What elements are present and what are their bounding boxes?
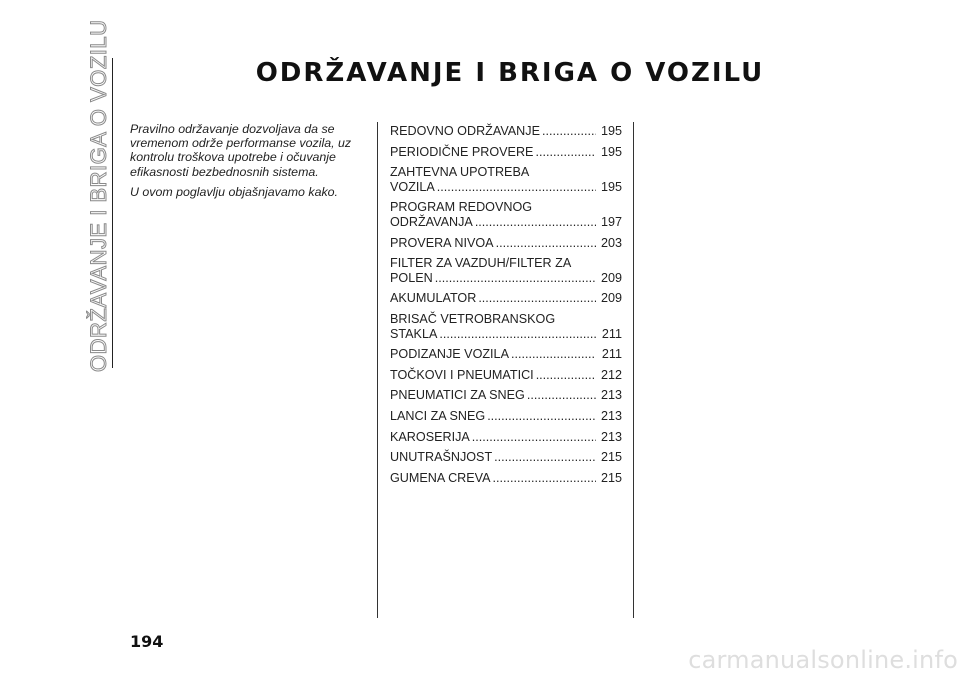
toc-dot-leader (511, 347, 596, 362)
toc-entry[interactable] (390, 347, 622, 362)
toc-entry-row (390, 271, 622, 286)
toc-entry[interactable] (390, 165, 622, 194)
toc-page-number: 215 (600, 450, 622, 465)
toc-entry-title: REDOVNO ODRŽAVANJE (390, 124, 540, 138)
toc-entry-row (390, 471, 622, 486)
side-rule (112, 58, 113, 368)
toc-entry[interactable] (390, 450, 622, 465)
toc-entry-row (390, 368, 622, 383)
toc-dot-leader (496, 236, 596, 251)
toc-entry[interactable] (390, 388, 622, 403)
toc-dot-leader (439, 327, 596, 342)
page-number: 194 (130, 632, 164, 651)
toc-entry-row (390, 450, 622, 465)
toc-page-number: 211 (601, 326, 622, 341)
toc-dot-leader (435, 271, 596, 286)
toc-page-number: 213 (600, 388, 622, 403)
toc-entry-row (390, 409, 622, 424)
toc-entry-row (390, 180, 622, 195)
column-divider-right (633, 122, 634, 618)
intro-paragraph: Pravilno održavanje dozvoljava da se vremenom održe performanse vozila, uz kontrolu troškova upotrebe i očuvanje efikasnosti bezbednosnih sistema. (130, 122, 352, 179)
toc-dot-leader (536, 368, 596, 383)
toc-entry-title: STAKLA (390, 326, 438, 341)
toc-page-number: 209 (600, 270, 622, 285)
toc-dot-leader (487, 409, 596, 424)
toc-dot-leader (478, 291, 596, 306)
toc-page-number: 215 (600, 470, 622, 485)
side-chapter-title: ODRŽAVANJE I BRIGA O VOZILU (86, 19, 111, 372)
chapter-title: ODRŽAVANJE I BRIGA O VOZILU (255, 58, 765, 88)
toc-entry-title: VOZILA (390, 179, 435, 194)
intro-text (130, 122, 365, 205)
toc-entry-row (390, 430, 622, 445)
toc-page-number: 195 (600, 144, 622, 159)
toc-entry-title: PODIZANJE VOZILA (390, 347, 509, 362)
toc-entry[interactable] (390, 200, 622, 229)
toc-entry-row (390, 124, 622, 139)
toc-page-number: 197 (600, 214, 622, 229)
toc-entry-row (390, 327, 622, 342)
toc-dot-leader (494, 450, 596, 465)
toc-page-number: 211 (601, 347, 622, 362)
toc-entry-title-line: FILTER ZA VAZDUH/FILTER ZA (390, 256, 572, 271)
toc-entry[interactable] (390, 145, 622, 160)
intro-paragraph: U ovom poglavlju objašnjavamo kako. (130, 184, 338, 199)
toc-entry-title: KAROSERIJA (390, 429, 470, 444)
toc-entry[interactable] (390, 312, 622, 341)
toc-entry-title: UNUTRAŠNJOST (390, 450, 493, 465)
toc-dot-leader (437, 180, 596, 195)
toc-page-number: 213 (600, 429, 622, 444)
toc-dot-leader (535, 145, 596, 160)
toc-entry[interactable] (390, 236, 622, 251)
toc-entry-title: PNEUMATICI ZA SNEG (390, 388, 525, 403)
watermark: carmanualsonline.info (688, 646, 958, 674)
toc-entry-title: PERIODIČNE PROVERE (390, 144, 534, 159)
toc-entry-row (390, 215, 622, 230)
toc-page-number: 195 (600, 124, 622, 138)
toc-dot-leader (527, 388, 596, 403)
toc-entry-row (390, 347, 622, 362)
table-of-contents (390, 124, 622, 491)
toc-entry-row (390, 236, 622, 251)
toc-entry-title: GUMENA CREVA (390, 470, 491, 485)
toc-page-number: 213 (600, 408, 622, 423)
toc-dot-leader (472, 430, 596, 445)
toc-entry-title: ODRŽAVANJA (390, 214, 473, 229)
toc-dot-leader (475, 215, 596, 230)
toc-entry-title: POLEN (390, 270, 433, 285)
toc-entry-title: AKUMULATOR (390, 291, 477, 306)
toc-entry[interactable] (390, 471, 622, 486)
toc-entry-title-line: ZAHTEVNA UPOTREBA (390, 165, 530, 180)
toc-page-number: 195 (600, 179, 622, 194)
toc-entry[interactable] (390, 291, 622, 306)
toc-entry-row (390, 291, 622, 306)
toc-entry[interactable] (390, 430, 622, 445)
toc-entry[interactable] (390, 124, 622, 139)
toc-entry-title-line: PROGRAM REDOVNOG (390, 200, 533, 215)
toc-dot-leader (542, 124, 596, 139)
toc-entry-row (390, 145, 622, 160)
toc-entry[interactable] (390, 256, 622, 285)
toc-entry-title: PROVERA NIVOA (390, 235, 494, 250)
toc-page-number: 209 (600, 291, 622, 306)
toc-entry[interactable] (390, 409, 622, 424)
toc-entry-title: TOČKOVI I PNEUMATICI (390, 367, 534, 382)
toc-page-number: 212 (600, 367, 622, 382)
toc-entry-row (390, 388, 622, 403)
toc-entry-title-line: BRISAČ VETROBRANSKOG (390, 311, 556, 326)
toc-dot-leader (493, 471, 596, 486)
toc-entry[interactable] (390, 368, 622, 383)
toc-page-number: 203 (600, 235, 622, 250)
column-divider-left (377, 122, 378, 618)
toc-entry-title: LANCI ZA SNEG (390, 408, 486, 423)
